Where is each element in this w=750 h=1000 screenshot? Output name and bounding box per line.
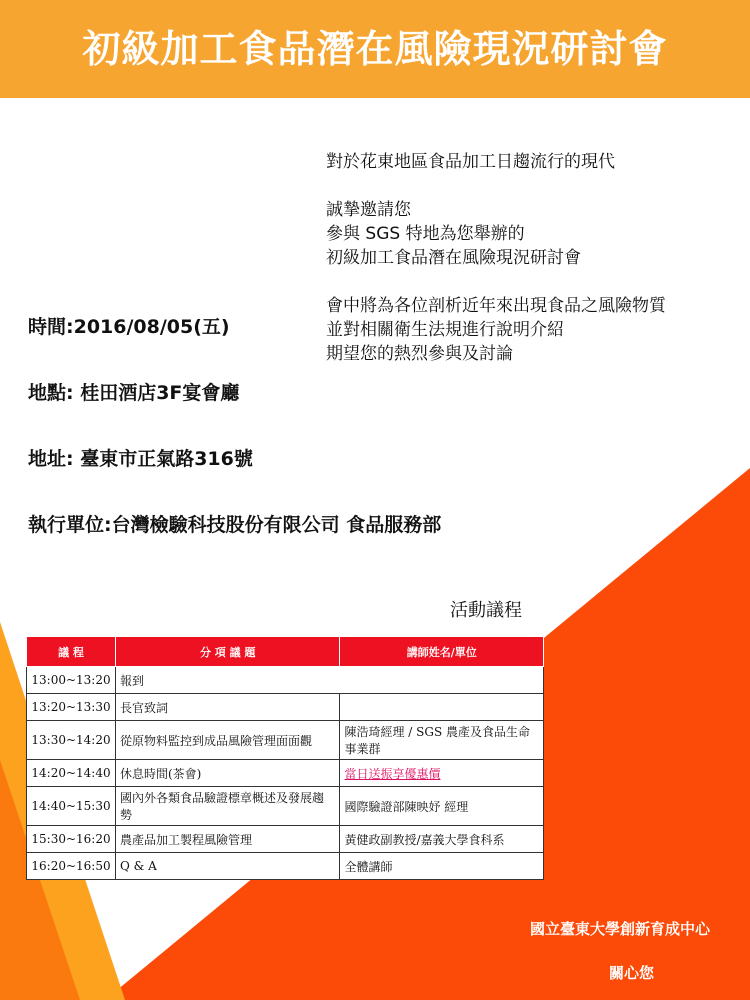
intro-line <box>326 270 746 294</box>
agenda-header-topic: 分 項 議 題 <box>115 637 340 667</box>
footer-organization: 國立臺東大學創新育成中心 <box>530 920 711 938</box>
agenda-topic: 報到 <box>115 667 543 694</box>
page-title: 初級加工食品潛在風險現況研討會 <box>82 27 668 71</box>
table-row <box>27 760 544 787</box>
agenda-topic: 休息時間(茶會) <box>115 760 340 787</box>
table-row <box>27 787 544 826</box>
agenda-header-row <box>27 637 544 667</box>
intro-line: 參與 SGS 特地為您舉辦的 <box>326 224 525 244</box>
agenda-speaker: 陳浩琦經理 / SGS 農產及食品生命事業群 <box>340 721 544 760</box>
agenda-speaker: 國際驗證部陳映妤 經理 <box>340 787 544 826</box>
agenda-topic: 農產品加工製程風險管理 <box>115 826 340 853</box>
intro-line: 初級加工食品潛在風險現況研討會 <box>326 248 581 268</box>
agenda-time: 13:00~13:20 <box>27 667 116 694</box>
agenda-speaker: 黃健政副教授/嘉義大學食科系 <box>340 826 544 853</box>
event-address: 地址: 臺東市正氣路316號 <box>28 448 253 470</box>
footer-greeting: 關心您 <box>609 964 655 982</box>
agenda-speaker <box>340 694 544 721</box>
intro-line <box>326 174 746 198</box>
agenda-time: 13:30~14:20 <box>27 721 116 760</box>
intro-line: 會中將為各位剖析近年來出現食品之風險物質 <box>326 296 666 316</box>
intro-line: 誠摯邀請您 <box>326 200 411 220</box>
event-organizer: 執行單位:台灣檢驗科技股份有限公司 食品服務部 <box>28 514 442 536</box>
table-row <box>27 721 544 760</box>
agenda-time: 14:20~14:40 <box>27 760 116 787</box>
agenda-time: 14:40~15:30 <box>27 787 116 826</box>
intro-line: 並對相關衛生法規進行說明介紹 <box>326 320 564 340</box>
event-venue: 地點: 桂田酒店3F宴會廳 <box>28 382 240 404</box>
agenda-topic: 長官致詞 <box>115 694 340 721</box>
agenda-header-time: 議 程 <box>27 637 116 667</box>
table-row <box>27 694 544 721</box>
agenda-time: 13:20~13:30 <box>27 694 116 721</box>
agenda-speaker <box>340 760 544 787</box>
table-row <box>27 667 544 694</box>
agenda-table <box>26 636 544 880</box>
intro-line: 對於花東地區食品加工日趨流行的現代 <box>326 152 615 172</box>
intro-line: 期望您的熱烈參與及討論 <box>326 344 513 364</box>
agenda-time: 15:30~16:20 <box>27 826 116 853</box>
table-row <box>27 826 544 853</box>
agenda-topic: Q & A <box>115 853 340 880</box>
agenda-caption: 活動議程 <box>450 600 522 621</box>
event-time: 時間:2016/08/05(五) <box>28 316 230 338</box>
agenda-time: 16:20~16:50 <box>27 853 116 880</box>
invitation-text <box>326 150 746 366</box>
agenda-speaker: 全體講師 <box>340 853 544 880</box>
promo-link[interactable]: 當日送振享優惠價 <box>344 766 441 781</box>
agenda-header-speaker: 講師姓名/單位 <box>340 637 544 667</box>
agenda-topic: 從原物料監控到成品風險管理面面觀 <box>115 721 340 760</box>
table-row <box>27 853 544 880</box>
agenda-topic: 國內外各類食品驗證標章概述及發展趨勢 <box>115 787 340 826</box>
